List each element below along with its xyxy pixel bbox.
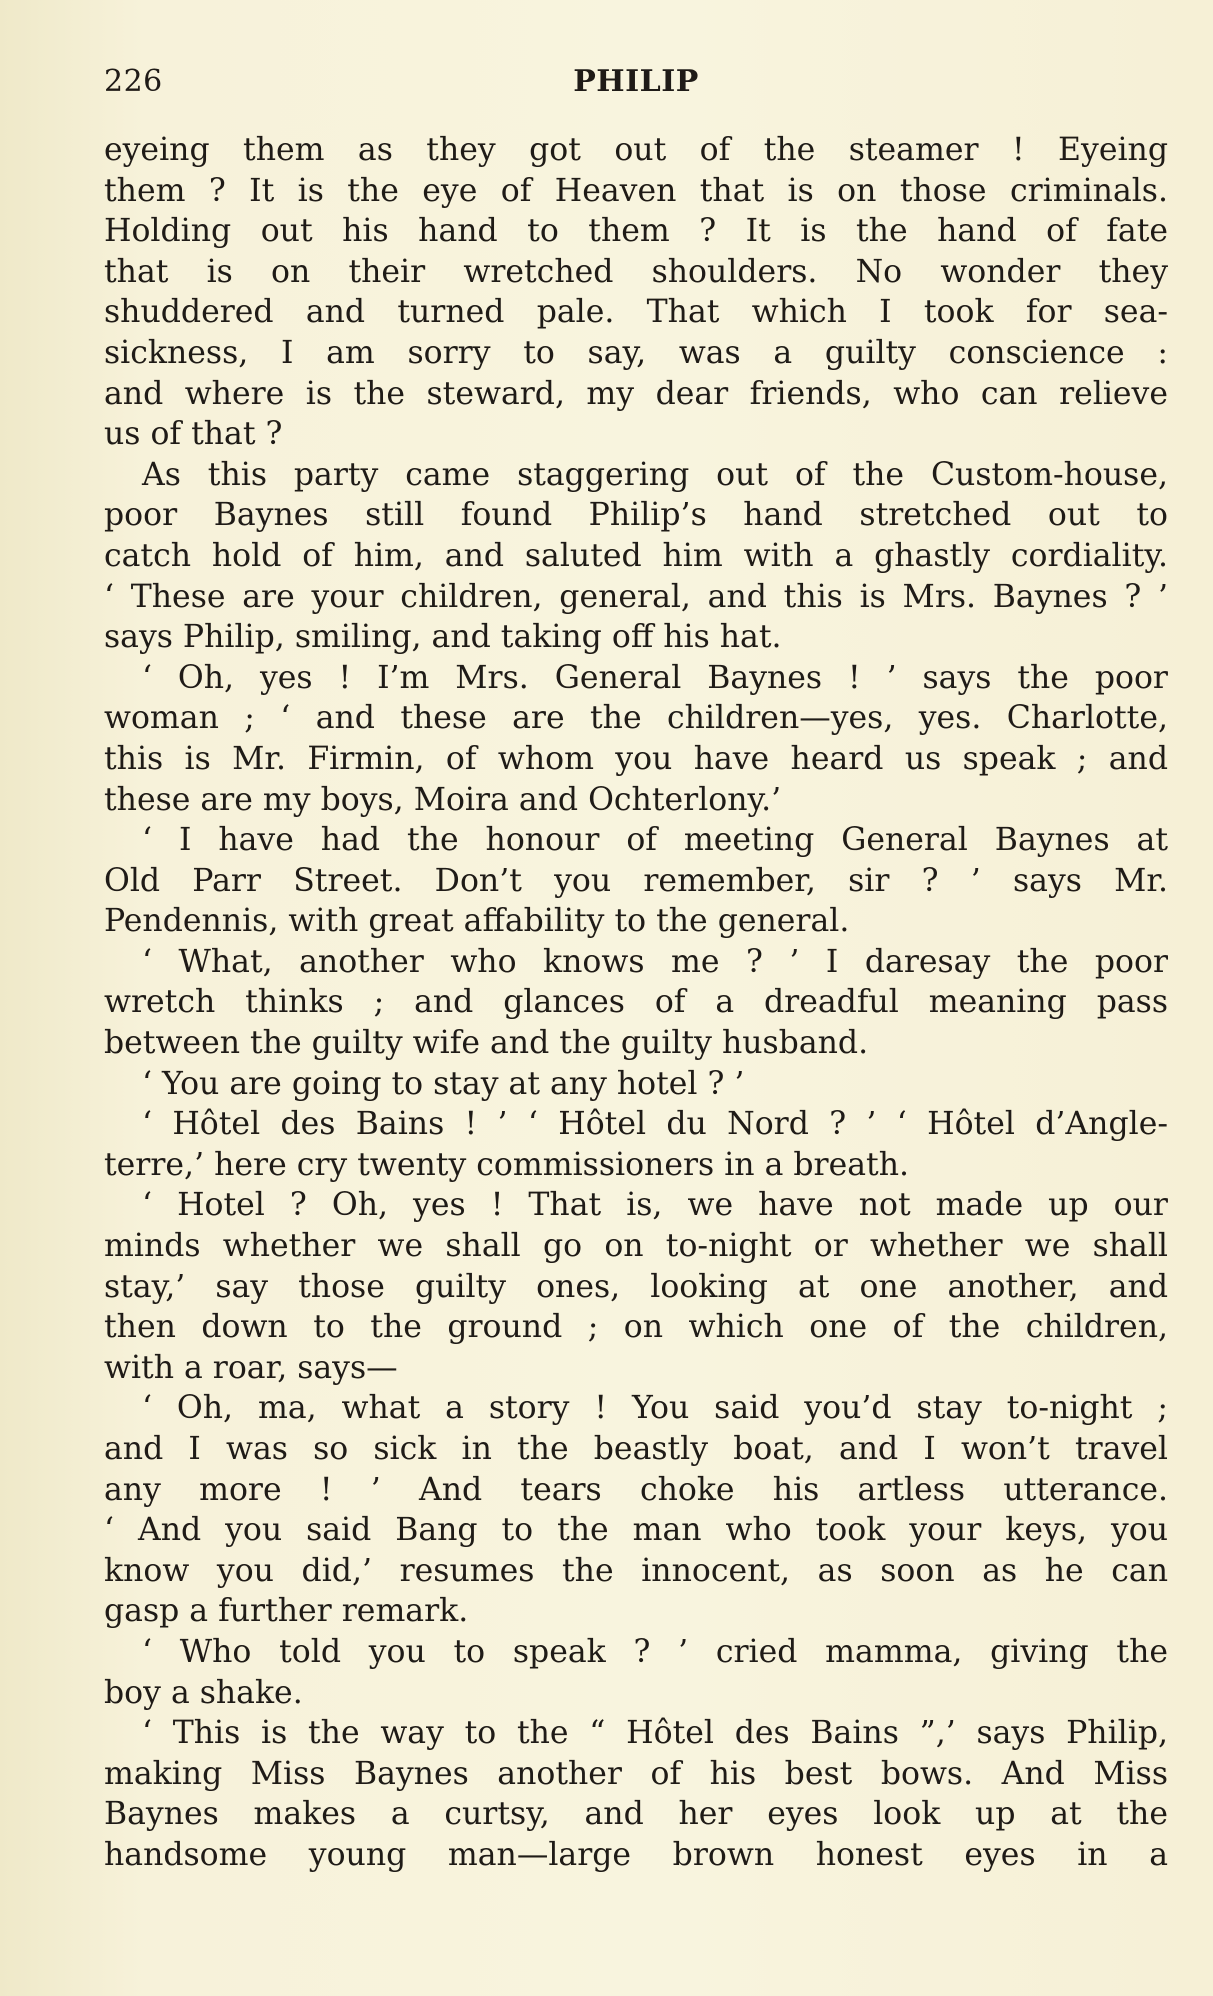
text-line: between the guilty wife and the guilty husband. [104,1025,869,1062]
text-line: ‘ Oh, yes ! I’m Mrs. General Baynes ! ’ says the poor [142,659,1168,696]
text-line: As this party came staggering out of the Custom-house, [142,456,1168,493]
body-text [104,130,1168,1876]
text-line: boy a shake. [104,1674,303,1711]
text-line: handsome young man—large brown honest eyes in a [104,1836,1168,1873]
text-line: ‘ I have had the honour of meeting General Baynes at [142,822,1168,859]
text-line: Old Parr Street. Don’t you remember, sir ? ’ says Mr. [104,862,1168,899]
text-line: wretch thinks ; and glances of a dreadful meaning pass [104,984,1168,1021]
text-line: catch hold of him, and saluted him with a ghastly cordiality. [104,537,1168,574]
text-line: know you did,’ resumes the innocent, as soon as he can [104,1552,1168,1589]
text-line: poor Baynes still found Philip’s hand stretched out to [104,497,1168,534]
text-line: these are my boys, Moira and Ochterlony.’ [104,781,782,818]
text-line: making Miss Baynes another of his best bows. And Miss [104,1755,1168,1792]
text-line: woman ; ‘ and these are the children—yes, yes. Charlotte, [104,700,1168,737]
text-line: ‘ You are going to stay at any hotel ? ’ [142,1065,745,1102]
text-line: that is on their wretched shoulders. No wonder they [104,253,1168,290]
text-line: minds whether we shall go on to-night or whether we shall [104,1228,1168,1265]
text-line: terre,’ here cry twenty commissioners in a breath. [104,1146,909,1183]
text-line: and I was so sick in the beastly boat, and I won’t travel [104,1431,1168,1467]
text-line: any more ! ’ And tears choke his artless utterance. [104,1471,1168,1508]
text-line: Baynes makes a curtsy, and her eyes look up at the [104,1796,1168,1833]
text-line: ‘ These are your children, general, and this is Mrs. Baynes ? ’ [104,578,1168,615]
book-page [104,58,1168,1876]
text-line: sickness, I am sorry to say, was a guilty conscience : [104,334,1168,371]
text-line: us of that ? [104,416,283,453]
text-line: and where is the steward, my dear friends, who can relieve [104,375,1168,412]
text-line: ‘ Oh, ma, what a story ! You said you’d stay to-night ; [142,1390,1168,1427]
text-line: says Philip, smiling, and taking off his hat. [104,619,782,656]
text-line: ‘ This is the way to the “ Hôtel des Bains ”,’ says Philip, [142,1715,1168,1752]
text-line: this is Mr. Firmin, of whom you have heard us speak ; and [104,740,1168,777]
text-line: them ? It is the eye of Heaven that is on those criminals. [104,172,1168,209]
text-line: ‘ Who told you to speak ? ’ cried mamma, giving the [142,1633,1168,1670]
text-line: gasp a further remark. [104,1593,469,1630]
text-line: Holding out his hand to them ? It is the hand of fate [104,213,1168,250]
text-line: with a roar, says— [104,1349,398,1386]
text-line: Pendennis, with great affability to the general. [104,903,850,940]
text-line: ‘ What, another who knows me ? ’ I daresay the poor [142,943,1168,980]
text-line: shuddered and turned pale. That which I took for sea- [104,294,1168,331]
text-line: ‘ And you said Bang to the man who took your keys, you [104,1512,1168,1549]
text-line: then down to the ground ; on which one of the children, [104,1309,1168,1346]
page-number: 226 [104,64,163,99]
text-line: stay,’ say those guilty ones, looking at one another, and [104,1268,1168,1305]
running-title: PHILIP [573,64,699,99]
page-header [104,58,1168,110]
text-line: eyeing them as they got out of the steamer ! Eyeing [104,132,1168,168]
text-line: ‘ Hotel ? Oh, yes ! That is, we have not made up our [142,1187,1168,1224]
text-line: ‘ Hôtel des Bains ! ’ ‘ Hôtel du Nord ? ’ ‘ Hôtel d’Angle- [142,1106,1168,1143]
